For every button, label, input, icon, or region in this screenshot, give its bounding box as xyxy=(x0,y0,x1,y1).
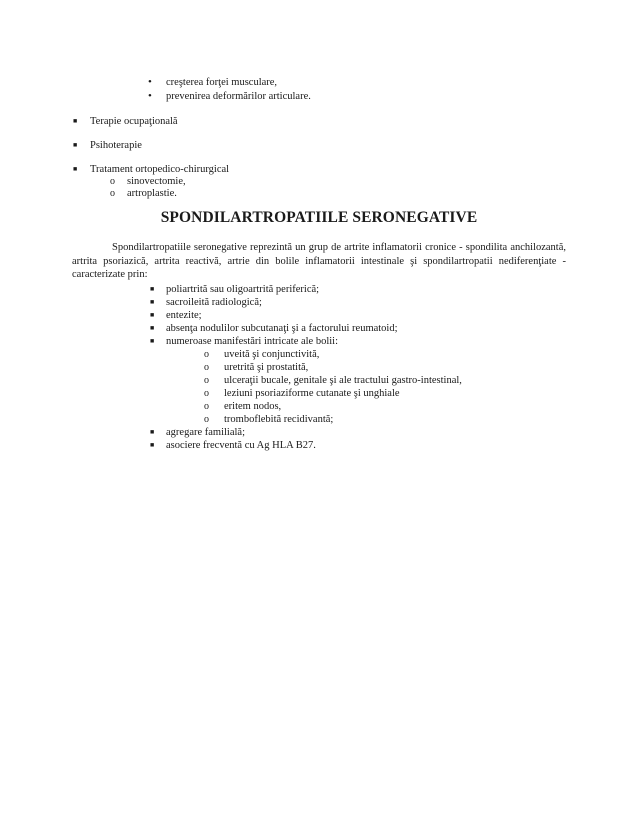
circle-bullet-icon: o xyxy=(204,349,209,360)
square-bullet-icon: ■ xyxy=(150,311,155,319)
list-item: numeroase manifestări intricate ale bolii: xyxy=(166,336,339,347)
list-item: uveită şi conjunctivită, xyxy=(224,349,320,360)
circle-bullet-icon: o xyxy=(204,375,209,386)
square-bullet-icon: ■ xyxy=(73,117,78,125)
list-item: tromboflebită recidivantă; xyxy=(224,414,334,425)
square-bullet-icon: ■ xyxy=(150,285,155,293)
list-item: leziuni psoriaziforme cutanate şi unghiale xyxy=(224,388,400,399)
list-item: poliartrită sau oligoartrită periferică; xyxy=(166,284,320,295)
list-item: absenţa nodulilor subcutanaţi şi a factorului reumatoid; xyxy=(166,323,398,334)
circle-bullet-icon: o xyxy=(110,176,115,187)
intro-paragraph: Spondilartropatiile seronegative reprezintă un grup de artrite inflamatorii cronice - spondilita anchilozantă, artrita psoriazică, artrita reactivă, artrie din bolile inflamatorii intestinale şi spondilartropatii nediferenţiate - caracterizate prin: xyxy=(72,242,566,280)
list-item: Tratament ortopedico-chirurgical xyxy=(90,164,230,175)
square-bullet-icon: ■ xyxy=(150,428,155,436)
square-bullet-icon: ■ xyxy=(150,441,155,449)
list-item: ulceraţii bucale, genitale şi ale tractului gastro-intestinal, xyxy=(224,375,462,386)
list-item: agregare familială; xyxy=(166,427,245,438)
list-item: asociere frecventă cu Ag HLA B27. xyxy=(166,440,316,451)
list-item: Terapie ocupaţională xyxy=(90,116,178,127)
dot-bullet-icon: • xyxy=(148,90,152,102)
circle-bullet-icon: o xyxy=(204,362,209,373)
list-item: Psihoterapie xyxy=(90,140,142,151)
circle-bullet-icon: o xyxy=(204,401,209,412)
circle-bullet-icon: o xyxy=(204,388,209,399)
list-item: entezite; xyxy=(166,310,202,321)
square-bullet-icon: ■ xyxy=(73,141,78,149)
list-item: eritem nodos, xyxy=(224,401,282,412)
list-item: sinovectomie, xyxy=(127,176,186,187)
list-item: sacroileită radiologică; xyxy=(166,297,262,308)
square-bullet-icon: ■ xyxy=(150,337,155,345)
list-item: artroplastie. xyxy=(127,188,177,199)
section-title: SPONDILARTROPATIILE SERONEGATIVE xyxy=(160,209,478,226)
square-bullet-icon: ■ xyxy=(73,165,78,173)
list-item: prevenirea deformărilor articulare. xyxy=(166,91,311,102)
circle-bullet-icon: o xyxy=(204,414,209,425)
square-bullet-icon: ■ xyxy=(150,298,155,306)
circle-bullet-icon: o xyxy=(110,188,115,199)
list-item: creşterea forţei musculare, xyxy=(166,77,278,88)
square-bullet-icon: ■ xyxy=(150,324,155,332)
dot-bullet-icon: • xyxy=(148,76,152,88)
list-item: uretrită şi prostatită, xyxy=(224,362,309,373)
